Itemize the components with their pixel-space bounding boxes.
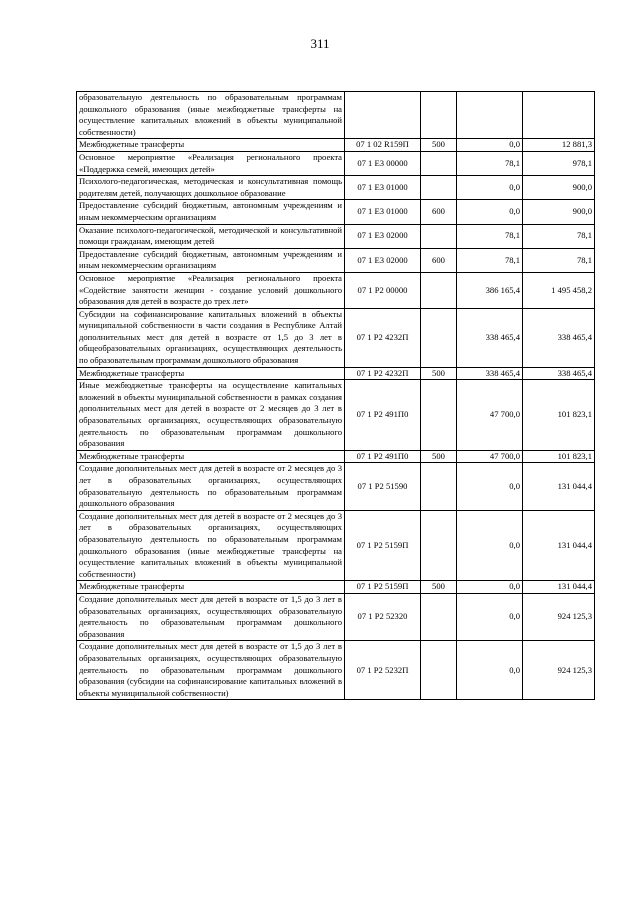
csr-code-cell: 07 1 E3 02000: [345, 248, 421, 272]
amount-year2-cell: 131 044,4: [523, 510, 595, 581]
expense-type-cell: [421, 308, 457, 367]
csr-code-cell: 07 1 P2 4232П: [345, 308, 421, 367]
amount-year2-cell: 1 495 458,2: [523, 272, 595, 308]
csr-code-cell: 07 1 P2 4232П: [345, 367, 421, 380]
expense-type-cell: [421, 151, 457, 175]
amount-year1-cell: 78,1: [457, 248, 523, 272]
amount-year2-cell: 78,1: [523, 224, 595, 248]
csr-code-cell: [345, 92, 421, 139]
amount-year2-cell: 78,1: [523, 248, 595, 272]
amount-year2-cell: 12 881,3: [523, 139, 595, 152]
amount-year2-cell: 924 125,3: [523, 593, 595, 640]
amount-year1-cell: 78,1: [457, 224, 523, 248]
page-number: 311: [310, 36, 330, 51]
amount-year2-cell: 101 823,1: [523, 380, 595, 451]
expense-type-cell: [421, 510, 457, 581]
amount-year1-cell: 386 165,4: [457, 272, 523, 308]
amount-year2-cell: 131 044,4: [523, 581, 595, 594]
csr-code-cell: 07 1 02 R159П: [345, 139, 421, 152]
expense-type-cell: 500: [421, 450, 457, 463]
row-name-cell: Создание дополнительных мест для детей в возрасте от 1,5 до 3 лет в образовательных организациях, осуществляющих образовательную деятельность по образовательным программам дошкольного образования: [77, 593, 345, 640]
table-row: [77, 272, 595, 308]
row-name-cell: Психолого-педагогическая, методическая и консультативная помощь родителям детей, получающих дошкольное образование: [77, 176, 345, 200]
amount-year2-cell: 900,0: [523, 200, 595, 224]
expense-type-cell: 500: [421, 581, 457, 594]
csr-code-cell: 07 1 E3 02000: [345, 224, 421, 248]
row-name-cell: Предоставление субсидий бюджетным, автономным учреждениям и иным некоммерческим организациям: [77, 200, 345, 224]
row-name-cell: Создание дополнительных мест для детей в возрасте от 1,5 до 3 лет в образовательных организациях, осуществляющих образовательную деятельность по образовательным программам дошкольного образования (субсидии на софинансирование капитальных вложений в объекты муниципальной собственности): [77, 641, 345, 700]
expense-type-cell: [421, 92, 457, 139]
row-name-cell: Основное мероприятие «Реализация регионального проекта «Поддержка семей, имеющих детей»: [77, 151, 345, 175]
table-row: [77, 641, 595, 700]
amount-year1-cell: 0,0: [457, 641, 523, 700]
csr-code-cell: 07 1 P2 5159П: [345, 510, 421, 581]
row-name-cell: Создание дополнительных мест для детей в возрасте от 2 месяцев до 3 лет в образовательных организациях, осуществляющих образовательную деятельность по образовательным программам дошкольного образования (иные межбюджетные трансферты на осуществление капитальных вложений в объекты муниципальной собственности): [77, 510, 345, 581]
csr-code-cell: 07 1 P2 52320: [345, 593, 421, 640]
csr-code-cell: 07 1 P2 00000: [345, 272, 421, 308]
table-row: [77, 510, 595, 581]
expense-type-cell: [421, 593, 457, 640]
row-name-cell: Оказание психолого-педагогической, методической и консультативной помощи гражданам, имеющим детей: [77, 224, 345, 248]
row-name-cell: Межбюджетные трансферты: [77, 450, 345, 463]
amount-year2-cell: 131 044,4: [523, 463, 595, 510]
amount-year1-cell: 0,0: [457, 200, 523, 224]
expense-type-cell: 600: [421, 248, 457, 272]
amount-year2-cell: [523, 92, 595, 139]
expense-type-cell: [421, 176, 457, 200]
amount-year1-cell: 78,1: [457, 151, 523, 175]
amount-year2-cell: 924 125,3: [523, 641, 595, 700]
csr-code-cell: 07 1 E3 01000: [345, 200, 421, 224]
amount-year1-cell: 0,0: [457, 581, 523, 594]
amount-year1-cell: 0,0: [457, 139, 523, 152]
expense-type-cell: 500: [421, 367, 457, 380]
table-row: [77, 224, 595, 248]
row-name-cell: образовательную деятельность по образовательным программам дошкольного образования (иные межбюджетные трансферты на осуществление капитальных вложений в объекты муниципальной собственности): [77, 92, 345, 139]
expense-type-cell: [421, 463, 457, 510]
table-row: [77, 92, 595, 139]
table-row: [77, 463, 595, 510]
csr-code-cell: 07 1 P2 491П0: [345, 380, 421, 451]
row-name-cell: Межбюджетные трансферты: [77, 581, 345, 594]
amount-year1-cell: 47 700,0: [457, 450, 523, 463]
table-row: [77, 248, 595, 272]
csr-code-cell: 07 1 P2 5232П: [345, 641, 421, 700]
row-name-cell: Создание дополнительных мест для детей в возрасте от 2 месяцев до 3 лет в образовательных организациях, осуществляющих образовательную деятельность по образовательным программам дошкольного образования: [77, 463, 345, 510]
amount-year1-cell: 338 465,4: [457, 367, 523, 380]
amount-year1-cell: 47 700,0: [457, 380, 523, 451]
amount-year1-cell: 338 465,4: [457, 308, 523, 367]
row-name-cell: Основное мероприятие «Реализация регионального проекта «Содействие занятости женщин - создание условий дошкольного образования для детей в возрасте до трех лет»: [77, 272, 345, 308]
expense-type-cell: [421, 380, 457, 451]
table-row: [77, 308, 595, 367]
table-row: [77, 151, 595, 175]
amount-year2-cell: 101 823,1: [523, 450, 595, 463]
csr-code-cell: 07 1 P2 51590: [345, 463, 421, 510]
expense-type-cell: 600: [421, 200, 457, 224]
csr-code-cell: 07 1 P2 491П0: [345, 450, 421, 463]
expense-type-cell: 500: [421, 139, 457, 152]
row-name-cell: Межбюджетные трансферты: [77, 139, 345, 152]
amount-year2-cell: 978,1: [523, 151, 595, 175]
row-name-cell: Предоставление субсидий бюджетным, автономным учреждениям и иным некоммерческим организациям: [77, 248, 345, 272]
expense-type-cell: [421, 641, 457, 700]
table-row: [77, 593, 595, 640]
table-row: [77, 139, 595, 152]
expense-type-cell: [421, 272, 457, 308]
row-name-cell: Межбюджетные трансферты: [77, 367, 345, 380]
expense-type-cell: [421, 224, 457, 248]
amount-year2-cell: 338 465,4: [523, 367, 595, 380]
amount-year2-cell: 338 465,4: [523, 308, 595, 367]
amount-year1-cell: 0,0: [457, 510, 523, 581]
table-row: [77, 450, 595, 463]
amount-year1-cell: [457, 92, 523, 139]
table-row: [77, 367, 595, 380]
amount-year2-cell: 900,0: [523, 176, 595, 200]
table-row: [77, 380, 595, 451]
row-name-cell: Иные межбюджетные трансферты на осуществление капитальных вложений в объекты муниципальной собственности в рамках создания дополнительных мест для детей в возрасте от 2 месяцев до 3 лет в образовательных организациях, осуществляющих образовательную деятельность по образовательным программам дошкольного образования: [77, 380, 345, 451]
csr-code-cell: 07 1 E3 01000: [345, 176, 421, 200]
amount-year1-cell: 0,0: [457, 463, 523, 510]
amount-year1-cell: 0,0: [457, 176, 523, 200]
csr-code-cell: 07 1 P2 5159П: [345, 581, 421, 594]
table-row: [77, 176, 595, 200]
csr-code-cell: 07 1 E3 00000: [345, 151, 421, 175]
table-row: [77, 200, 595, 224]
budget-table: [76, 91, 595, 700]
row-name-cell: Субсидии на софинансирование капитальных вложений в объекты муниципальной собственности в части создания в Республике Алтай дополнительных мест для детей в возрасте от 1,5 до 3 лет в общеобразовательных организациях, осуществляющих деятельность по образовательным программам дошкольного образования: [77, 308, 345, 367]
amount-year1-cell: 0,0: [457, 593, 523, 640]
table-row: [77, 581, 595, 594]
